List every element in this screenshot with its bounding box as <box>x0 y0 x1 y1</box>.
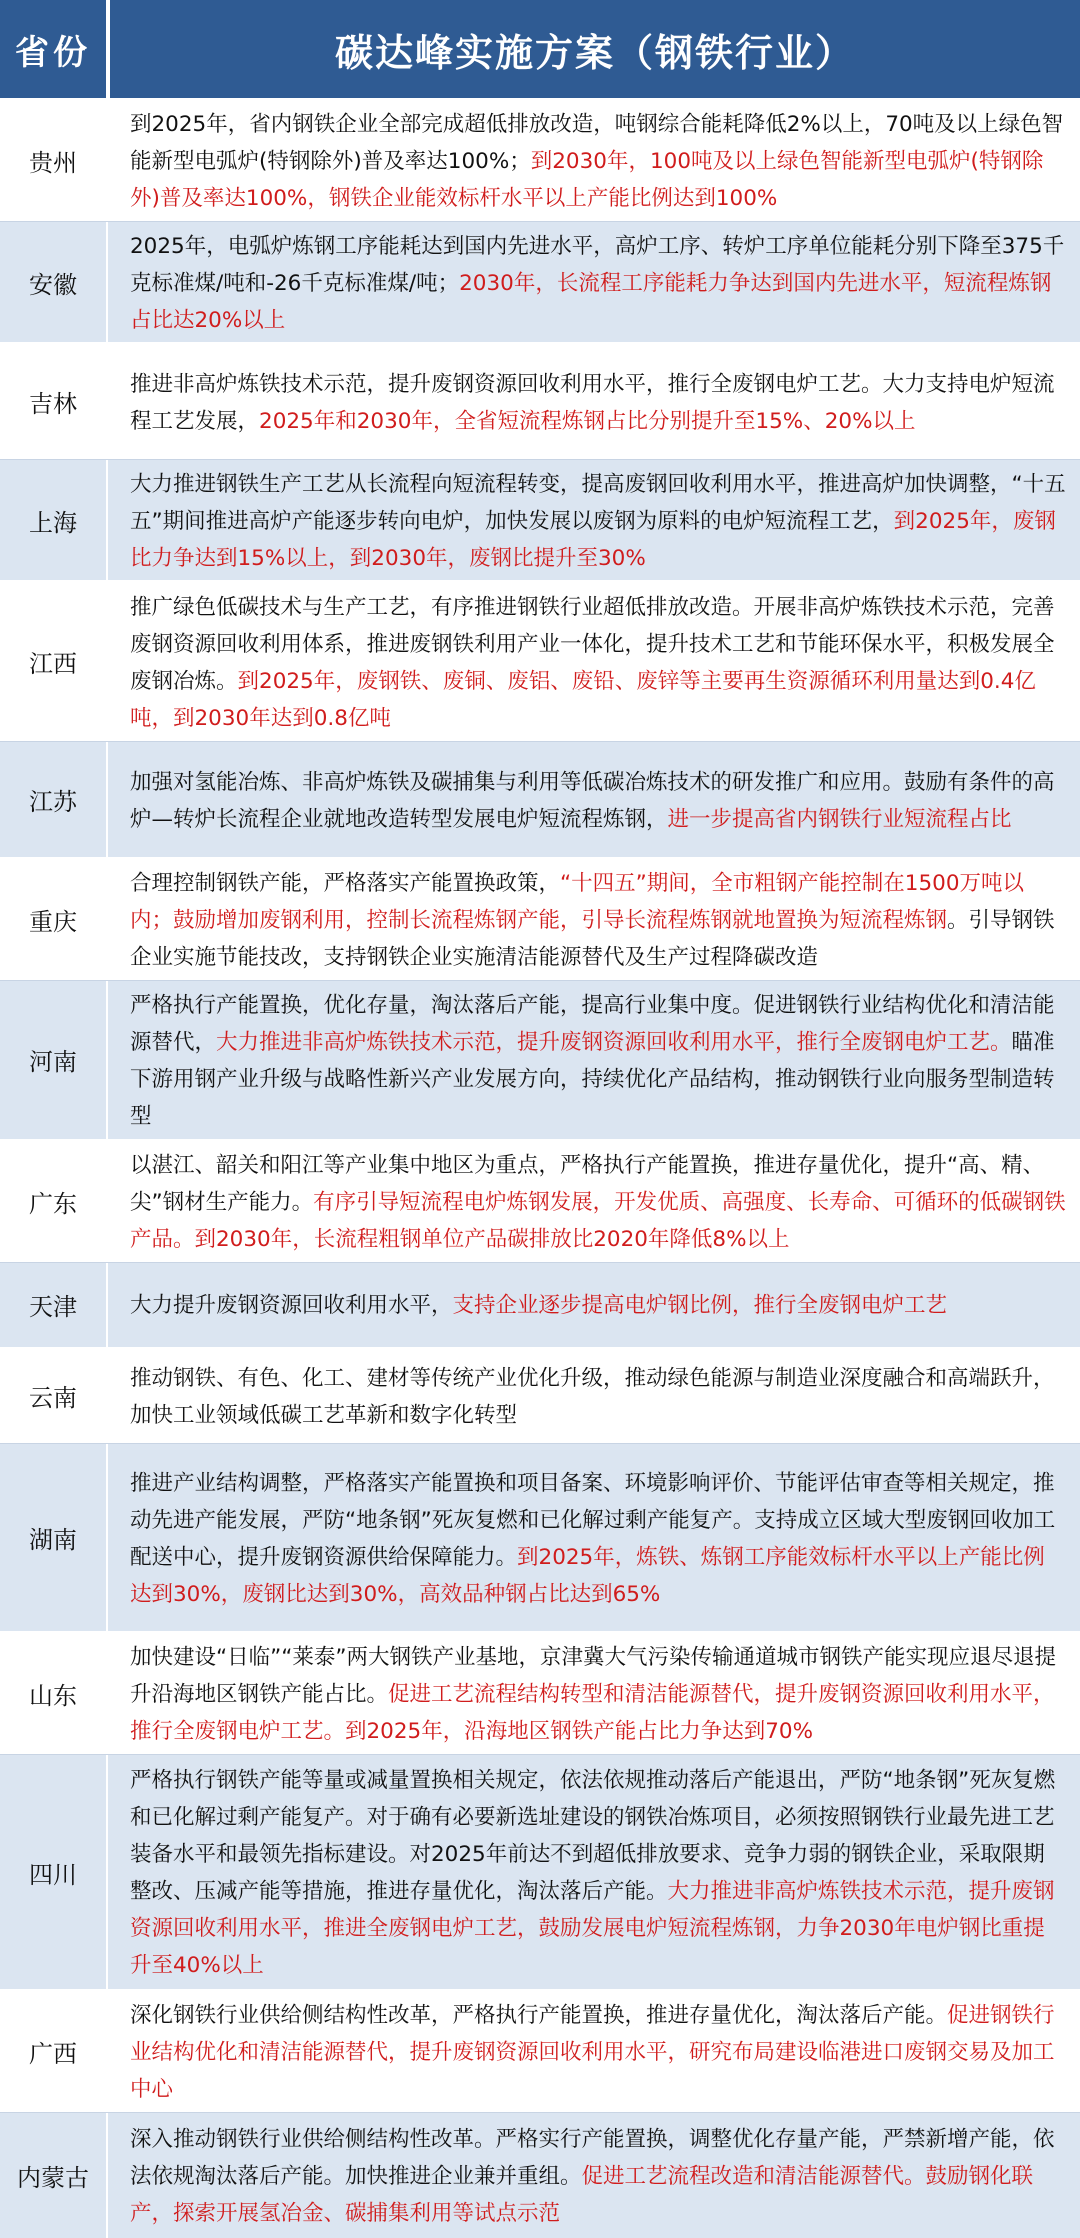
table-row <box>0 2113 1080 2238</box>
table-title: 碳达峰实施方案（钢铁行业） <box>108 0 1080 98</box>
table-row <box>0 1349 1080 1444</box>
table-row <box>0 100 1080 222</box>
policy-text <box>108 460 1080 580</box>
policy-plain: 以湛江、韶关和阳江等产业集中地区为重点，严格执行产能置换，推进存量优化，提升“高、精、尖”钢材生产能力。 <box>130 1152 1045 1215</box>
policy-text <box>108 1349 1080 1443</box>
policy-plain: 2025年，电弧炉炼钢工序能耗达到国内先进水平，高炉工序、转炉工序单位能耗分别下降至375千克标准煤/吨和-26千克标准煤/吨； <box>130 233 1065 296</box>
table-row <box>0 1755 1080 1991</box>
policy-highlight: 有序引导短流程电炉炼钢发展，开发优质、高强度、长寿命、可循环的低碳钢铁产品。到2030年，长流程粗钢单位产品碳排放比2020年降低8%以上 <box>130 1189 1066 1252</box>
policy-text <box>108 981 1080 1139</box>
policy-highlight: 促进工艺流程结构转型和清洁能源替代，提升废钢资源回收利用水平，推行全废钢电炉工艺。到2025年，沿海地区钢铁产能占比力争达到70% <box>130 1682 1055 1744</box>
policy-highlight: 促进钢铁行业结构优化和清洁能源替代，提升废钢资源回收利用水平，研究布局建设临港进口废钢交易及加工中心 <box>130 2003 1055 2102</box>
table-row <box>0 460 1080 582</box>
province-name: 河南 <box>0 981 108 1139</box>
table-row <box>0 344 1080 460</box>
policy-highlight: 到2025年，废钢比力争达到15%以上，到2030年，废钢比提升至30% <box>130 508 1056 571</box>
policy-plain: 大力推进钢铁生产工艺从长流程向短流程转变，提高废钢回收利用水平，推进高炉加快调整，“十五五”期间推进高炉产能逐步转向电炉，加快发展以废钢为原料的电炉短流程工艺， <box>130 471 1066 534</box>
policy-highlight: 大力推进非高炉炼铁技术示范，提升废钢资源回收利用水平，推进全废钢电炉工艺，鼓励发展电炉短流程炼钢，力争2030年电炉钢比重提升至40%以上 <box>130 1879 1055 1978</box>
policy-text <box>108 1755 1080 1989</box>
province-name: 天津 <box>0 1263 108 1347</box>
policy-highlight: 到2030年，100吨及以上绿色智能新型电弧炉(特钢除外)普及率达100%，钢铁企业能效标杆水平以上产能比例达到100% <box>130 149 1044 211</box>
policy-highlight: 2030年，长流程工序能耗力争达到国内先进水平，短流程炼钢占比达20%以上 <box>130 270 1052 333</box>
policy-text <box>108 100 1080 221</box>
table-row <box>0 1633 1080 1755</box>
policy-plain: 大力提升废钢资源回收利用水平， <box>130 1293 453 1319</box>
province-name: 江苏 <box>0 742 108 856</box>
policy-text <box>108 1444 1080 1631</box>
policy-plain: 合理控制钢铁产能，严格落实产能置换政策， <box>130 870 561 896</box>
policy-highlight: 促进工艺流程改造和清洁能源替代。鼓励钢化联产，探索开展氢冶金、碳捕集利用等试点示范 <box>130 2164 1034 2226</box>
policy-text <box>108 582 1080 741</box>
province-name: 安徽 <box>0 222 108 342</box>
table-row <box>0 1141 1080 1263</box>
province-name: 内蒙古 <box>0 2113 108 2238</box>
table-row <box>0 981 1080 1141</box>
policy-plain: 到2025年，省内钢铁企业全部完成超低排放改造，吨钢综合能耗降低2%以上，70吨及以上绿色智能新型电弧炉(特钢除外)普及率达100%； <box>130 112 1064 174</box>
policy-plain: 深化钢铁行业供给侧结构性改革，严格执行产能置换，推进存量优化，淘汰落后产能。 <box>130 2003 948 2028</box>
province-name: 山东 <box>0 1633 108 1754</box>
policy-plain: 严格执行钢铁产能等量或减量置换相关规定，依法依规推动落后产能退出，严防“地条钢”死灰复燃和已化解过剩产能复产。对于确有必要新选址建设的钢铁冶炼项目，必须按照钢铁行业最先进工艺装备水平和最领先指标建设。对2025年前达不到超低排放要求、竞争力弱的钢铁企业，采取限期整改、压减产能等措施，推进存量优化，淘汰落后产能。 <box>130 1768 1056 1904</box>
policy-plain: 加快建设“日临”“莱泰”两大钢铁产业基地，京津冀大气污染传输通道城市钢铁产能实现应退尽退提升沿海地区钢铁产能占比。 <box>130 1645 1057 1707</box>
policy-plain: 推进产业结构调整，严格落实产能置换和项目备案、环境影响评价、节能评估审查等相关规定，推动先进产能发展，严防“地条钢”死灰复燃和已化解过剩产能复产。支持成立区域大型废钢回收加工配送中心，提升废钢资源供给保障能力。 <box>130 1470 1056 1570</box>
policy-text <box>108 1633 1080 1754</box>
province-name: 湖南 <box>0 1444 108 1631</box>
province-name: 江西 <box>0 582 108 741</box>
policy-plain: 推进非高炉炼铁技术示范，提升废钢资源回收利用水平，推行全废钢电炉工艺。大力支持电炉短流程工艺发展， <box>130 371 1055 434</box>
province-name: 贵州 <box>0 100 108 221</box>
province-name: 上海 <box>0 460 108 580</box>
policy-plain: 深入推动钢铁行业供给侧结构性改革。严格实行产能置换，调整优化存量产能，严禁新增产能，依法依规淘汰落后产能。加快推进企业兼并重组。 <box>130 2127 1055 2189</box>
table-row <box>0 742 1080 858</box>
policy-highlight: 进一步提高省内钢铁行业短流程占比 <box>667 806 1012 832</box>
policy-text <box>108 1141 1080 1262</box>
table-row <box>0 1991 1080 2113</box>
table-row <box>0 1444 1080 1633</box>
policy-text <box>108 859 1080 980</box>
policy-text <box>108 344 1080 459</box>
policy-highlight: 大力推进非高炉炼铁技术示范，提升废钢资源回收利用水平，推行全废钢电炉工艺。 <box>216 1029 1012 1055</box>
policy-tail: 瞄准下游用钢产业升级与战略性新兴产业发展方向，持续优化产品结构，推动钢铁行业向服务型制造转型 <box>130 1029 1055 1129</box>
table-header <box>0 0 1080 100</box>
policy-text <box>108 222 1080 342</box>
province-name: 广东 <box>0 1141 108 1262</box>
table-row <box>0 859 1080 981</box>
province-column-header: 省份 <box>0 0 108 98</box>
policy-plain: 推广绿色低碳技术与生产工艺，有序推进钢铁行业超低排放改造。开展非高炉炼铁技术示范，完善废钢资源回收利用体系，推进废钢铁利用产业一体化，提升技术工艺和节能环保水平，积极发展全废钢冶炼。 <box>130 594 1055 694</box>
policy-highlight: 到2025年，废钢铁、废铜、废铝、废铅、废锌等主要再生资源循环利用量达到0.4亿吨，到2030年达到0.8亿吨 <box>130 668 1036 731</box>
table-row <box>0 1263 1080 1349</box>
policy-text <box>108 2113 1080 2238</box>
policy-text <box>108 742 1080 856</box>
policy-highlight: 支持企业逐步提高电炉钢比例，推行全废钢电炉工艺 <box>452 1293 948 1319</box>
province-name: 广西 <box>0 1991 108 2112</box>
policy-highlight: “十四五”期间，全市粗钢产能控制在1500万吨以内；鼓励增加废钢利用，控制长流程炼钢产能，引导长流程炼钢就地置换为短流程炼钢 <box>130 870 1025 933</box>
province-name: 四川 <box>0 1755 108 1989</box>
policy-plain: 严格执行产能置换，优化存量，淘汰落后产能，提高行业集中度。促进钢铁行业结构优化和清洁能源替代， <box>130 992 1055 1055</box>
province-name: 云南 <box>0 1349 108 1443</box>
policy-highlight: 到2025年，炼铁、炼钢工序能效标杆水平以上产能比例达到30%，废钢比达到30%，高效品种钢占比达到65% <box>130 1544 1045 1607</box>
policy-highlight: 2025年和2030年，全省短流程炼钢占比分别提升至15%、20%以上 <box>259 408 916 434</box>
policy-text <box>108 1263 1080 1347</box>
province-name: 重庆 <box>0 859 108 980</box>
province-name: 吉林 <box>0 344 108 459</box>
table-row <box>0 582 1080 742</box>
policy-text <box>108 1991 1080 2112</box>
policy-plain: 推动钢铁、有色、化工、建材等传统产业优化升级，推动绿色能源与制造业深度融合和高端跃升，加快工业领域低碳工艺革新和数字化转型 <box>130 1365 1055 1428</box>
table-row <box>0 222 1080 344</box>
policy-tail: 。引导钢铁企业实施节能技改，支持钢铁企业实施清洁能源替代及生产过程降碳改造 <box>130 907 1055 970</box>
policy-plain: 加强对氢能冶炼、非高炉炼铁及碳捕集与利用等低碳冶炼技术的研发推广和应用。鼓励有条件的高炉—转炉长流程企业就地改造转型发展电炉短流程炼钢， <box>130 769 1055 832</box>
